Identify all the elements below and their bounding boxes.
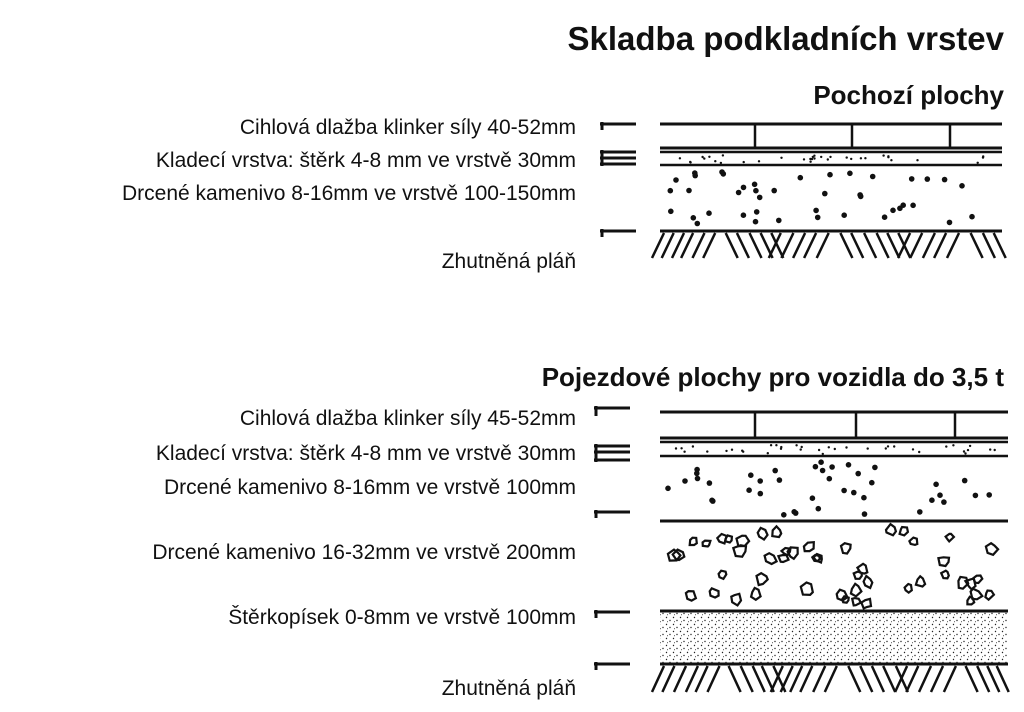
hatch-stroke bbox=[934, 233, 946, 258]
gravel-dot bbox=[977, 162, 979, 164]
gravel-dot bbox=[741, 185, 747, 191]
gravel-dot bbox=[929, 497, 935, 503]
coarse-stone bbox=[751, 588, 761, 600]
coarse-stone bbox=[801, 583, 813, 595]
gravel-dot bbox=[909, 176, 915, 182]
gravel-dot bbox=[900, 202, 906, 208]
coarse-stone bbox=[985, 591, 994, 600]
coarse-stone bbox=[973, 576, 982, 584]
hatch-stroke bbox=[771, 666, 783, 692]
coarse-stone bbox=[812, 555, 820, 561]
driveway-aggregate-16-32 bbox=[668, 524, 998, 608]
gravel-dot bbox=[869, 480, 875, 486]
gravel-dot bbox=[829, 156, 831, 158]
gravel-dot bbox=[850, 158, 852, 160]
layer-label-paving: Cihlová dlažba klinker síly 45-52mm bbox=[239, 407, 576, 430]
coarse-stone bbox=[905, 584, 912, 593]
gravel-dot bbox=[862, 511, 868, 517]
gravel-dot bbox=[813, 157, 815, 159]
gravel-dot bbox=[692, 445, 694, 447]
gravel-dot bbox=[780, 446, 782, 448]
hatch-stroke bbox=[883, 666, 895, 692]
layer-label-subgrade: Zhutněná pláň bbox=[441, 250, 576, 273]
gravel-dot bbox=[815, 215, 821, 221]
gravel-dot bbox=[841, 488, 847, 494]
hatch-stroke bbox=[872, 666, 884, 692]
layer-label-gravel-sand: Štěrkopísek 0-8mm ve vrstvě 100mm bbox=[228, 606, 576, 629]
hatch-stroke bbox=[693, 233, 705, 258]
coarse-stone bbox=[686, 591, 696, 601]
gravel-dot bbox=[781, 512, 787, 518]
hatch-stroke bbox=[983, 233, 995, 258]
gravel-dot bbox=[673, 177, 679, 183]
coarse-stone bbox=[710, 588, 719, 597]
gravel-dot bbox=[720, 162, 722, 164]
coarse-stone bbox=[941, 571, 949, 579]
gravel-dot bbox=[847, 171, 853, 177]
gravel-dot bbox=[809, 161, 811, 163]
gravel-dot bbox=[777, 477, 783, 483]
gravel-dot bbox=[820, 468, 826, 474]
gravel-dot bbox=[918, 451, 920, 453]
hatch-stroke bbox=[887, 233, 899, 258]
layer-label-aggregate-8-16: Drcené kamenivo 8-16mm ve vrstvě 100mm bbox=[164, 476, 576, 499]
hatch-stroke bbox=[674, 666, 686, 692]
gravel-dot bbox=[813, 464, 819, 470]
gravel-dot bbox=[743, 161, 745, 163]
gravel-dot bbox=[813, 155, 815, 157]
gravel-dot bbox=[813, 208, 819, 214]
hatch-stroke bbox=[737, 233, 749, 258]
gravel-dot bbox=[933, 482, 939, 488]
hatch-stroke bbox=[864, 233, 876, 258]
gravel-dot bbox=[910, 203, 916, 209]
gravel-dot bbox=[776, 218, 782, 224]
hatch-stroke bbox=[771, 233, 783, 258]
gravel-dot bbox=[809, 158, 811, 160]
gravel-dot bbox=[942, 177, 948, 183]
gravel-dot bbox=[706, 210, 712, 216]
hatch-stroke bbox=[840, 233, 852, 258]
gravel-dot bbox=[748, 472, 754, 478]
gravel-dot bbox=[686, 188, 692, 194]
gravel-dot bbox=[772, 468, 778, 474]
coarse-stone bbox=[852, 598, 861, 605]
diagram-title: Skladba podkladních vrstev bbox=[567, 20, 1004, 57]
coarse-stone bbox=[851, 584, 862, 597]
gravel-dot bbox=[719, 169, 725, 175]
gravel-dot bbox=[800, 448, 802, 450]
hatch-stroke bbox=[944, 666, 956, 692]
layer-label-paving: Cihlová dlažba klinker síly 40-52mm bbox=[239, 116, 576, 139]
hatch-stroke bbox=[906, 666, 918, 692]
gravel-dot bbox=[917, 509, 923, 515]
hatch-stroke bbox=[769, 233, 781, 258]
gravel-dot bbox=[870, 174, 876, 180]
gravel-dot bbox=[822, 453, 824, 455]
gravel-dot bbox=[962, 478, 968, 484]
gravel-dot bbox=[816, 506, 822, 512]
gravel-dot bbox=[818, 459, 824, 465]
hatch-stroke bbox=[703, 233, 715, 258]
gravel-dot bbox=[695, 476, 701, 482]
hatch-stroke bbox=[919, 666, 931, 692]
coarse-stone bbox=[857, 564, 867, 574]
walkway-subgrade-hatching bbox=[652, 233, 1006, 258]
gravel-dot bbox=[890, 159, 892, 161]
gravel-dot bbox=[851, 490, 857, 496]
gravel-dot bbox=[731, 449, 733, 451]
coarse-stone bbox=[804, 542, 814, 551]
hatch-stroke bbox=[729, 666, 741, 692]
gravel-dot bbox=[994, 449, 996, 451]
gravel-dot bbox=[680, 447, 682, 449]
gravel-dot bbox=[741, 450, 743, 452]
gravel-dot bbox=[867, 447, 869, 449]
hatch-stroke bbox=[813, 666, 825, 692]
gravel-dot bbox=[703, 157, 705, 159]
gravel-dot bbox=[822, 191, 828, 197]
coarse-stone bbox=[717, 534, 726, 543]
coarse-stone bbox=[758, 528, 768, 540]
gravel-dot bbox=[706, 450, 708, 452]
coarse-stone bbox=[719, 571, 727, 579]
gravel-dot bbox=[827, 172, 833, 178]
hatch-stroke bbox=[931, 666, 943, 692]
gravel-dot bbox=[668, 209, 674, 215]
gravel-dot bbox=[828, 446, 830, 448]
layer-label-subgrade: Zhutněná pláň bbox=[441, 677, 576, 700]
gravel-dot bbox=[820, 156, 822, 158]
gravel-dot bbox=[758, 491, 764, 497]
hatch-stroke bbox=[781, 233, 793, 258]
hatch-stroke bbox=[877, 233, 889, 258]
gravel-dot bbox=[722, 154, 724, 156]
gravel-dot bbox=[952, 444, 954, 446]
gravel-dot bbox=[834, 448, 836, 450]
coarse-stone bbox=[946, 534, 954, 542]
gravel-dot bbox=[969, 445, 971, 447]
gravel-dot bbox=[855, 471, 861, 477]
gravel-dot bbox=[708, 156, 710, 158]
gravel-dot bbox=[827, 476, 833, 482]
coarse-stone bbox=[690, 538, 697, 545]
gravel-dot bbox=[864, 157, 866, 159]
gravel-dot bbox=[858, 194, 864, 200]
coarse-stone bbox=[765, 553, 777, 564]
hatch-stroke bbox=[708, 666, 720, 692]
layer-label-bedding: Kladecí vrstva: štěrk 4-8 mm ve vrstvě 30mm bbox=[155, 149, 576, 172]
gravel-dot bbox=[695, 221, 701, 227]
gravel-dot bbox=[882, 214, 888, 220]
hatch-stroke bbox=[804, 233, 816, 258]
gravel-dot bbox=[757, 478, 763, 484]
coarse-stone bbox=[971, 589, 983, 600]
gravel-dot bbox=[986, 492, 992, 498]
gravel-dot bbox=[982, 156, 984, 158]
layer-label-bedding: Kladecí vrstva: štěrk 4-8 mm ve vrstvě 30mm bbox=[155, 442, 576, 465]
gravel-dot bbox=[861, 495, 867, 501]
gravel-dot bbox=[679, 157, 681, 159]
walkway-aggregate-8-16 bbox=[668, 169, 975, 226]
coarse-stone bbox=[841, 543, 851, 553]
gravel-dot bbox=[725, 450, 727, 452]
coarse-stone bbox=[737, 536, 750, 546]
gravel-dot bbox=[795, 444, 797, 446]
hatch-stroke bbox=[825, 666, 837, 692]
gravel-dot bbox=[803, 158, 805, 160]
gravel-dot bbox=[882, 154, 884, 156]
hatch-stroke bbox=[923, 233, 935, 258]
gravel-dot bbox=[752, 182, 758, 188]
hatch-stroke bbox=[750, 233, 762, 258]
gravel-dot bbox=[941, 499, 947, 505]
hatch-stroke bbox=[994, 233, 1006, 258]
coarse-stone bbox=[900, 527, 908, 535]
gravel-dot bbox=[925, 176, 931, 182]
gravel-dot bbox=[694, 467, 700, 473]
section-heading-driveways: Pojezdové plochy pro vozidla do 3,5 t bbox=[541, 362, 1004, 392]
gravel-dot bbox=[736, 190, 742, 196]
gravel-dot bbox=[885, 447, 887, 449]
gravel-dot bbox=[754, 209, 760, 215]
coarse-stone bbox=[909, 538, 917, 545]
gravel-dot bbox=[757, 195, 763, 201]
gravel-dot bbox=[846, 156, 848, 158]
layer-label-aggregate-8-16: Drcené kamenivo 8-16mm ve vrstvě 100-150mm bbox=[121, 182, 576, 205]
walkway-bedding-fine-gravel bbox=[679, 154, 985, 164]
gravel-dot bbox=[770, 444, 772, 446]
gravel-dot bbox=[845, 446, 847, 448]
gravel-dot bbox=[709, 498, 715, 504]
layer-label-aggregate-16-32: Drcené kamenivo 16-32mm ve vrstvě 200mm bbox=[152, 541, 576, 564]
hatch-stroke bbox=[910, 233, 922, 258]
gravel-dot bbox=[767, 452, 769, 454]
gravel-dot bbox=[798, 175, 804, 181]
gravel-dot bbox=[707, 480, 713, 486]
hatch-stroke bbox=[848, 666, 860, 692]
hatch-stroke bbox=[851, 233, 863, 258]
coarse-stone bbox=[938, 557, 949, 566]
gravel-dot bbox=[791, 509, 797, 515]
hatch-stroke bbox=[800, 666, 812, 692]
gravel-dot bbox=[753, 219, 759, 225]
gravel-dot bbox=[746, 487, 752, 493]
gravel-dot bbox=[912, 448, 914, 450]
gravel-dot bbox=[689, 161, 691, 163]
gravel-dot bbox=[945, 445, 947, 447]
hatch-stroke bbox=[966, 666, 978, 692]
coarse-stone bbox=[703, 541, 711, 547]
gravel-dot bbox=[753, 188, 759, 194]
hatch-stroke bbox=[817, 233, 829, 258]
gravel-dot bbox=[810, 495, 816, 501]
driveway-bedding-fine-gravel bbox=[675, 444, 996, 455]
gravel-dot bbox=[827, 158, 829, 160]
hatch-stroke bbox=[662, 666, 674, 692]
gravel-dot bbox=[890, 208, 896, 214]
driveway-aggregate-8-16 bbox=[665, 459, 992, 517]
gravel-dot bbox=[675, 447, 677, 449]
hatch-stroke bbox=[793, 233, 805, 258]
gravel-dot bbox=[741, 212, 747, 218]
gravel-dot bbox=[963, 450, 965, 452]
hatch-stroke bbox=[860, 666, 872, 692]
hatch-stroke bbox=[977, 666, 989, 692]
section-heading-walkways: Pochozí plochy bbox=[813, 80, 1004, 110]
gravel-dot bbox=[872, 465, 878, 471]
gravel-dot bbox=[682, 478, 688, 484]
coarse-stone bbox=[864, 576, 873, 588]
coarse-stone bbox=[772, 526, 781, 537]
gravel-dot bbox=[775, 444, 777, 446]
gravel-dot bbox=[893, 445, 895, 447]
hatch-stroke bbox=[971, 233, 983, 258]
gravel-dot bbox=[846, 462, 852, 468]
gravel-dot bbox=[771, 188, 777, 194]
coarse-stone bbox=[731, 594, 741, 606]
gravel-dot bbox=[959, 183, 965, 189]
gravel-dot bbox=[860, 157, 862, 159]
gravel-dot bbox=[758, 160, 760, 162]
coarse-stone bbox=[986, 543, 998, 555]
gravel-dot bbox=[887, 445, 889, 447]
gravel-dot bbox=[916, 159, 918, 161]
gravel-dot bbox=[973, 493, 979, 499]
gravel-dot bbox=[683, 451, 685, 453]
gravel-dot bbox=[818, 449, 820, 451]
gravel-dot bbox=[887, 156, 889, 158]
gravel-dot bbox=[691, 215, 697, 221]
coarse-stone bbox=[916, 576, 925, 586]
driveway-subgrade-hatching bbox=[652, 666, 1009, 692]
hatch-stroke bbox=[726, 233, 738, 258]
gravel-dot bbox=[969, 214, 975, 220]
gravel-dot bbox=[829, 464, 835, 470]
gravel-dot bbox=[780, 157, 782, 159]
coarse-stone bbox=[861, 599, 871, 609]
gravel-dot bbox=[937, 492, 943, 498]
hatch-stroke bbox=[652, 666, 664, 692]
gravel-dot bbox=[964, 452, 966, 454]
gravel-dot bbox=[668, 188, 674, 194]
hatch-stroke bbox=[947, 233, 959, 258]
gravel-dot bbox=[841, 212, 847, 218]
coarse-stone bbox=[886, 524, 896, 535]
gravel-dot bbox=[801, 446, 803, 448]
hatch-stroke bbox=[741, 666, 753, 692]
coarse-stone bbox=[757, 573, 768, 585]
gravel-dot bbox=[714, 160, 716, 162]
gravel-dot bbox=[692, 173, 698, 179]
gravel-dot bbox=[967, 449, 969, 451]
gravel-dot bbox=[989, 448, 991, 450]
gravel-dot bbox=[947, 220, 953, 226]
gravel-dot bbox=[665, 486, 671, 492]
